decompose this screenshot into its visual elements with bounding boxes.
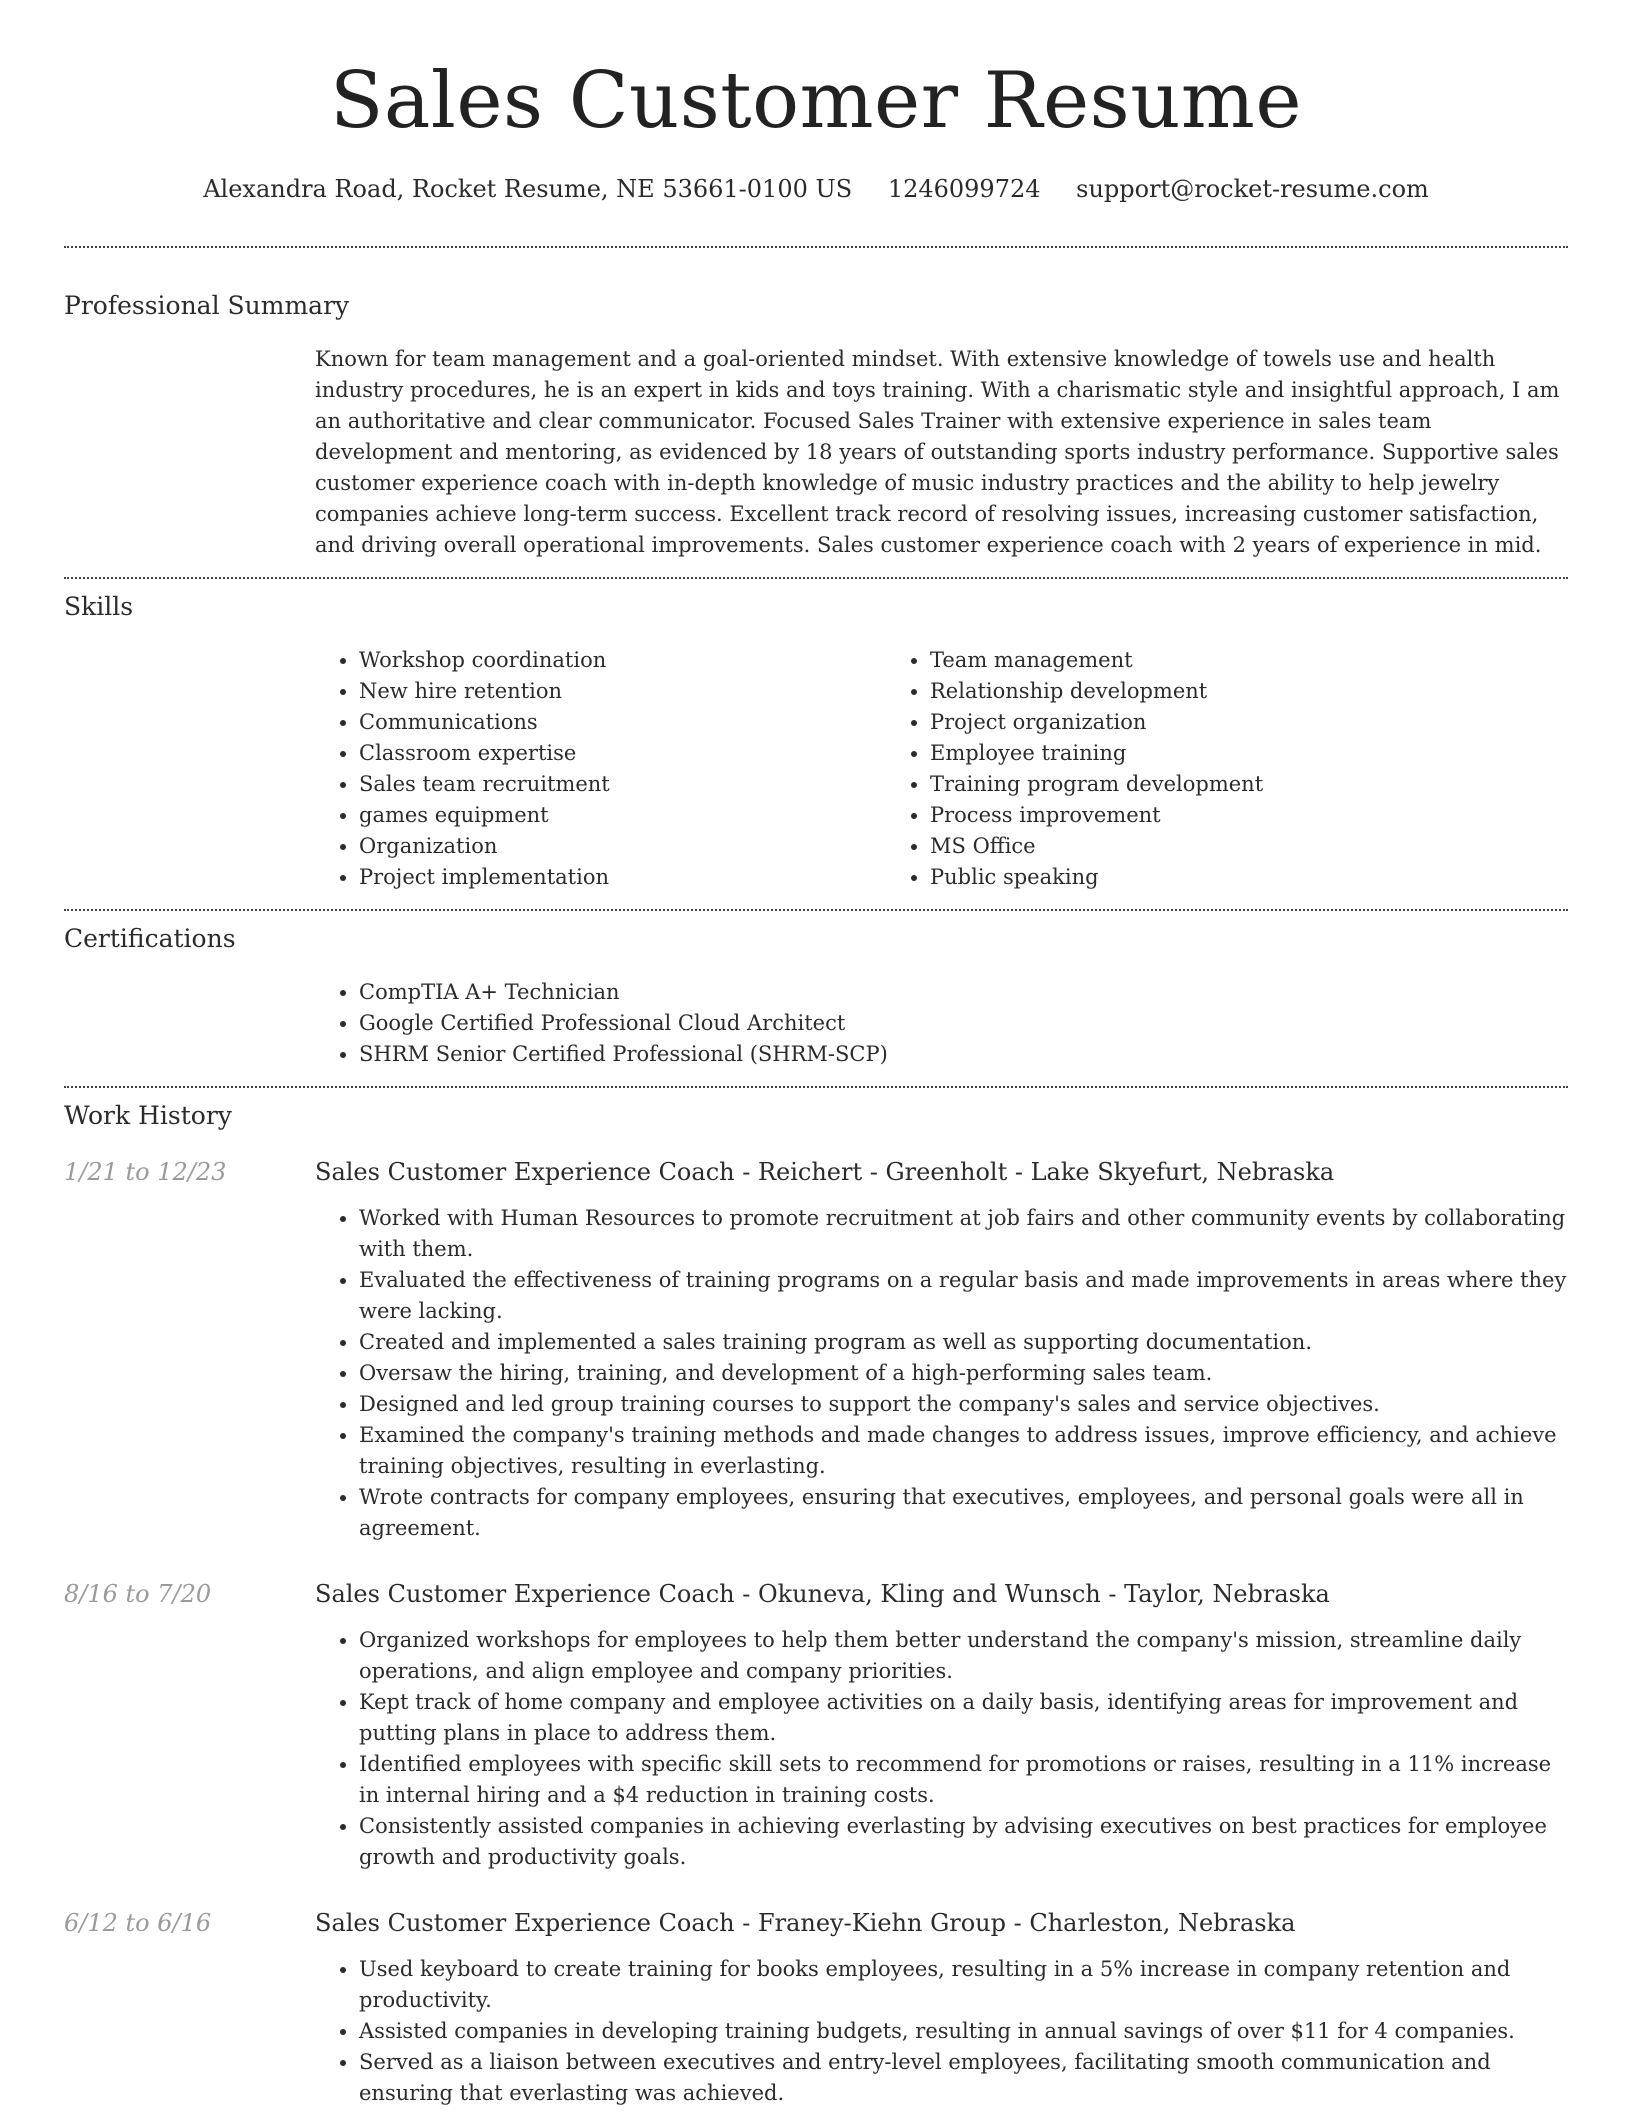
skills-column-right (886, 645, 1457, 893)
skill-item: • Communications (359, 707, 886, 738)
section-divider (64, 1086, 1568, 1088)
skills-heading: Skills (64, 592, 134, 621)
skill-item: • Employee training (930, 738, 1457, 769)
job-entry (64, 1154, 1568, 1544)
job-bullet: • Served as a liaison between executives and entry-level employees, facilitating smooth communication and ensuring that everlasting was achieved. (359, 2047, 1568, 2109)
job-bullet: • Identified employees with specific skill sets to recommend for promotions or raises, resulting in a 11% increase in internal hiring and a $4 reduction in training costs. (359, 1749, 1568, 1811)
job-title: Sales Customer Experience Coach - Franey-Kiehn Group - Charleston, Nebraska (315, 1909, 1296, 1937)
contact-phone: 1246099724 (887, 175, 1041, 203)
job-bullets (315, 1625, 1568, 1873)
job-bullet: • Evaluated the effectiveness of training programs on a regular basis and made improvements in areas where they were lacking. (359, 1265, 1568, 1327)
job-body (315, 1576, 1568, 1873)
summary-text: Known for team management and a goal-oriented mindset. With extensive knowledge of towels use and health industry procedures, he is an expert in kids and toys training. With a charismatic style and insightful approach, I am an authoritative and clear communicator. Focused Sales Trainer with extensive experience in sales team development and mentoring, as evidenced by 18 years of outstanding sports industry performance. Supportive sales customer experience coach with in-depth knowledge of music industry practices and the ability to help jewelry companies achieve long-term success. Excellent track record of resolving issues, increasing customer satisfaction, and driving overall operational improvements. Sales customer experience coach with 2 years of experience in mid. (315, 347, 1560, 557)
job-entry (64, 1905, 1568, 2109)
job-bullet: • Examined the company's training methods and made changes to address issues, improve efficiency, and achieve training objectives, resulting in everlasting. (359, 1420, 1568, 1482)
job-bullet: • Oversaw the hiring, training, and development of a high-performing sales team. (359, 1358, 1568, 1389)
skill-item: • Process improvement (930, 800, 1457, 831)
skill-item: • Relationship development (930, 676, 1457, 707)
contact-address: Alexandra Road, Rocket Resume, NE 53661-0100 US (203, 175, 853, 203)
job-title: Sales Customer Experience Coach - Okuneva, Kling and Wunsch - Taylor, Nebraska (315, 1580, 1330, 1608)
summary-heading: Professional Summary (64, 291, 350, 320)
skill-item: • New hire retention (359, 676, 886, 707)
job-bullet: • Organized workshops for employees to help them better understand the company's mission, streamline daily operations, and align employee and company priorities. (359, 1625, 1568, 1687)
skill-item: • Workshop coordination (359, 645, 886, 676)
section-divider (64, 909, 1568, 911)
contact-email: support@rocket-resume.com (1076, 175, 1429, 203)
skill-item: • MS Office (930, 831, 1457, 862)
contact-line (64, 172, 1568, 206)
skill-item: • Project implementation (359, 862, 886, 893)
page-title: Sales Customer Resume (329, 56, 1303, 146)
skill-item: • Public speaking (930, 862, 1457, 893)
skill-item: • games equipment (359, 800, 886, 831)
job-bullet: • Designed and led group training courses to support the company's sales and service objectives. (359, 1389, 1568, 1420)
skills-list (315, 645, 1568, 893)
work-history-heading: Work History (64, 1101, 232, 1130)
job-body (315, 1154, 1568, 1544)
job-bullet: • Assisted companies in developing training budgets, resulting in annual savings of over $11 for 4 companies. (359, 2016, 1568, 2047)
certification-item: • CompTIA A+ Technician (359, 977, 1568, 1008)
section-divider (64, 577, 1568, 579)
job-bullet: • Used keyboard to create training for books employees, resulting in a 5% increase in company retention and productivity. (359, 1954, 1568, 2016)
section-divider (64, 246, 1568, 248)
skill-item: • Team management (930, 645, 1457, 676)
certification-item: • SHRM Senior Certified Professional (SHRM-SCP) (359, 1039, 1568, 1070)
skills-column-left (315, 645, 886, 893)
job-title: Sales Customer Experience Coach - Reichert - Greenholt - Lake Skyefurt, Nebraska (315, 1158, 1335, 1186)
job-bullets (315, 1954, 1568, 2109)
job-bullet: • Kept track of home company and employee activities on a daily basis, identifying areas for improvement and putting plans in place to address them. (359, 1687, 1568, 1749)
job-dates: 6/12 to 6/16 (64, 1909, 212, 1937)
certifications-heading: Certifications (64, 924, 236, 953)
job-dates: 1/21 to 12/23 (64, 1158, 227, 1186)
certifications-list (315, 977, 1568, 1070)
job-bullet: • Wrote contracts for company employees, ensuring that executives, employees, and personal goals were all in agreement. (359, 1482, 1568, 1544)
skill-item: • Project organization (930, 707, 1457, 738)
job-dates: 8/16 to 7/20 (64, 1580, 212, 1608)
certification-item: • Google Certified Professional Cloud Architect (359, 1008, 1568, 1039)
skill-item: • Classroom expertise (359, 738, 886, 769)
job-bullets (315, 1203, 1568, 1544)
skill-item: • Training program development (930, 769, 1457, 800)
job-entry (64, 1576, 1568, 1873)
job-bullet: • Consistently assisted companies in achieving everlasting by advising executives on best practices for employee growth and productivity goals. (359, 1811, 1568, 1873)
job-body (315, 1905, 1568, 2109)
skill-item: • Organization (359, 831, 886, 862)
skill-item: • Sales team recruitment (359, 769, 886, 800)
job-bullet: • Worked with Human Resources to promote recruitment at job fairs and other community events by collaborating with them. (359, 1203, 1568, 1265)
job-bullet: • Created and implemented a sales training program as well as supporting documentation. (359, 1327, 1568, 1358)
